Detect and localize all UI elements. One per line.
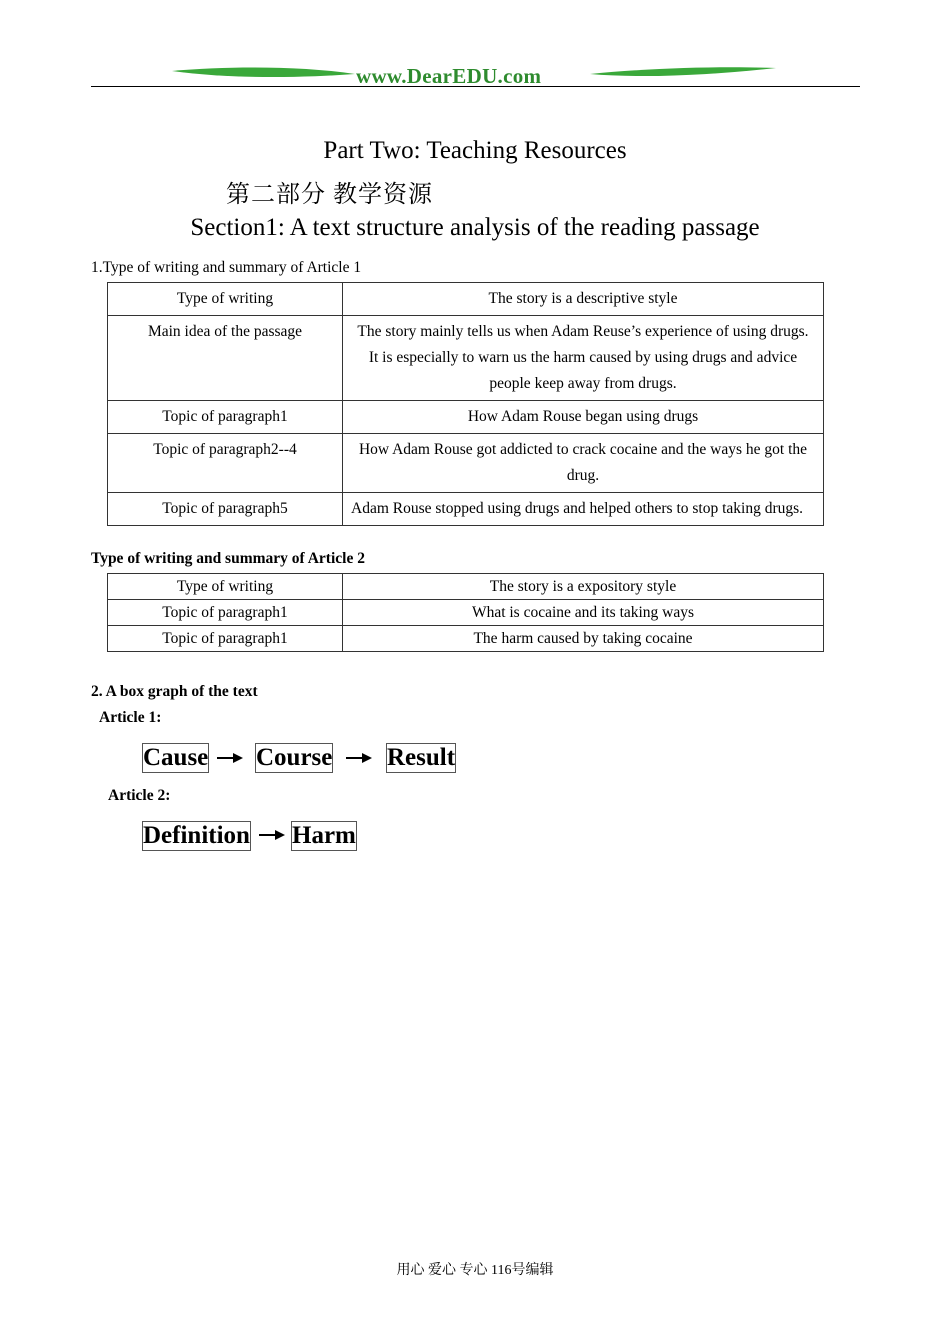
row-value: The story is a expository style bbox=[343, 574, 824, 600]
row-value: How Adam Rouse began using drugs bbox=[343, 401, 824, 434]
row-value: The harm caused by taking cocaine bbox=[343, 626, 824, 652]
table-row bbox=[108, 626, 824, 652]
part-title: Part Two: Teaching Resources bbox=[323, 137, 627, 164]
box-definition: Definition bbox=[143, 822, 250, 849]
article1-table bbox=[107, 282, 824, 526]
arrow-right-icon bbox=[259, 829, 285, 841]
table-row bbox=[108, 283, 824, 316]
row-label: Main idea of the passage bbox=[108, 316, 343, 401]
section-title: Section1: A text structure analysis of the reading passage bbox=[190, 214, 760, 241]
row-label: Topic of paragraph1 bbox=[108, 600, 343, 626]
row-value: How Adam Rouse got addicted to crack cocaine and the ways he got the drug. bbox=[343, 434, 824, 493]
row-value: The story mainly tells us when Adam Reuse’s experience of using drugs. It is especially to warn us the harm caused by using drugs and advice people keep away from drugs. bbox=[343, 316, 824, 401]
row-value: Adam Rouse stopped using drugs and helped others to stop taking drugs. bbox=[343, 493, 824, 526]
table-row bbox=[108, 493, 824, 526]
box-harm: Harm bbox=[292, 822, 356, 849]
article1-label: Article 1: bbox=[99, 709, 162, 726]
row-label: Topic of paragraph5 bbox=[108, 493, 343, 526]
row-label: Topic of paragraph1 bbox=[108, 626, 343, 652]
article2-label: Article 2: bbox=[108, 787, 171, 804]
table-row bbox=[108, 316, 824, 401]
row-value: What is cocaine and its taking ways bbox=[343, 600, 824, 626]
table-row bbox=[108, 600, 824, 626]
table-row bbox=[108, 401, 824, 434]
table-row bbox=[108, 434, 824, 493]
box-cause: Cause bbox=[143, 744, 209, 771]
row-label: Type of writing bbox=[108, 283, 343, 316]
row-label: Type of writing bbox=[108, 574, 343, 600]
table-row bbox=[108, 574, 824, 600]
article1-heading: 1.Type of writing and summary of Article 1 bbox=[91, 259, 362, 276]
box-graph-heading: 2. A box graph of the text bbox=[91, 683, 258, 700]
header-rule bbox=[91, 86, 860, 87]
box-course: Course bbox=[256, 744, 333, 771]
article2-table bbox=[107, 573, 824, 652]
arrow-right-icon bbox=[346, 752, 372, 764]
arrow-right-icon bbox=[217, 752, 243, 764]
part-title-chinese: 第二部分 教学资源 bbox=[226, 182, 433, 208]
article2-heading: Type of writing and summary of Article 2 bbox=[91, 550, 365, 567]
box-result: Result bbox=[387, 744, 456, 771]
row-label: Topic of paragraph2--4 bbox=[108, 434, 343, 493]
row-value: The story is a descriptive style bbox=[343, 283, 824, 316]
row-label: Topic of paragraph1 bbox=[108, 401, 343, 434]
page-footer: 用心 爱心 专心 116号编辑 bbox=[396, 1263, 554, 1278]
dearedu-logo-text: www.DearEDU.com bbox=[356, 64, 542, 88]
